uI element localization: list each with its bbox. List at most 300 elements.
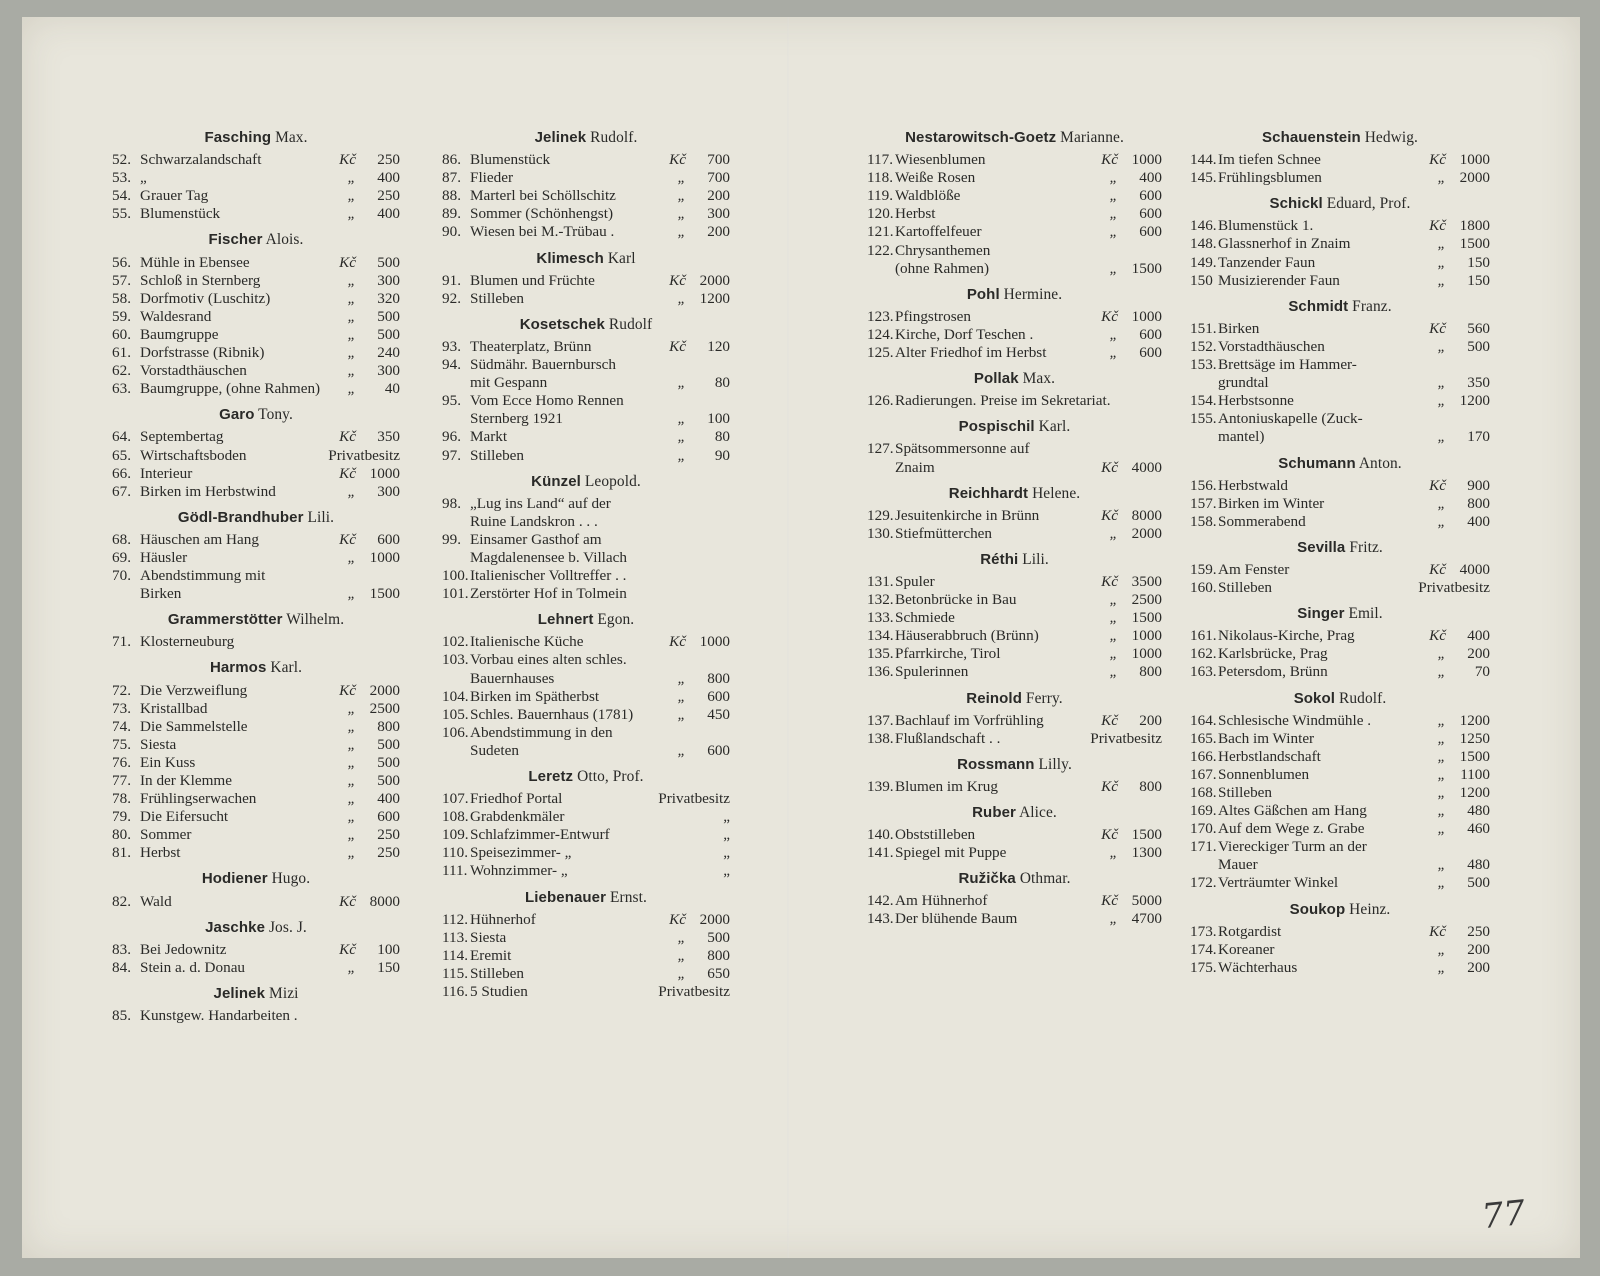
currency-mark: „ xyxy=(1109,844,1118,862)
catalog-entry xyxy=(112,308,400,326)
entry-price: 300 xyxy=(377,482,400,500)
entry-price: 500 xyxy=(377,307,400,325)
currency-mark: „ xyxy=(1437,169,1446,187)
entry-title: Einsamer Gasthof am xyxy=(470,530,602,548)
entry-price: 8000 xyxy=(1131,506,1162,524)
entry-title: Karlsbrücke, Prag xyxy=(1218,645,1328,663)
currency-mark: „ xyxy=(347,844,356,862)
entry-number: 123. xyxy=(867,307,894,325)
entry-price: 1100 xyxy=(1460,765,1490,783)
catalog-entry xyxy=(112,808,400,826)
currency-mark: Kč xyxy=(1429,476,1446,494)
entry-number: 155. xyxy=(1190,410,1217,428)
currency-mark: „ xyxy=(1437,374,1446,392)
artist-section xyxy=(112,129,400,223)
catalog-entry xyxy=(1190,766,1490,784)
entry-title: Stilleben xyxy=(1218,579,1272,597)
currency-mark: „ xyxy=(347,753,356,771)
entry-title: Sonnenblumen xyxy=(1218,765,1310,783)
entry-price: 600 xyxy=(707,741,730,759)
artist-first-name: Lilly. xyxy=(1038,755,1072,773)
entry-title: Blumenstück 1. xyxy=(1218,217,1314,235)
entry-title: Theaterplatz, Brünn xyxy=(470,337,592,355)
entry-title: Bei Jedownitz xyxy=(140,940,227,958)
entry-number: 71. xyxy=(112,633,131,651)
artist-surname: Klimesch xyxy=(536,249,604,267)
artist-section xyxy=(1190,690,1490,893)
entry-price: Privatbesitz xyxy=(1090,729,1162,747)
artist-surname: Schumann xyxy=(1278,454,1356,472)
artist-surname: Rossmann xyxy=(957,755,1035,773)
entry-number: 142. xyxy=(867,892,894,910)
artist-heading xyxy=(442,768,730,786)
artist-heading xyxy=(1190,690,1490,708)
artist-first-name: Alice. xyxy=(1019,804,1057,821)
currency-mark: „ xyxy=(677,741,686,759)
entry-number: 127. xyxy=(867,440,894,458)
entry-price: 1000 xyxy=(1131,627,1162,645)
entry-price: 4000 xyxy=(1131,458,1162,476)
artist-section xyxy=(867,756,1162,796)
entry-title: Sommer (Schönhengst) xyxy=(470,205,613,223)
artist-section xyxy=(112,870,400,910)
entry-price: 500 xyxy=(377,772,400,789)
artist-surname: Schauenstein xyxy=(1262,129,1361,146)
artist-heading xyxy=(867,551,1162,569)
entry-number: 96. xyxy=(442,428,461,446)
currency-mark: „ xyxy=(347,790,356,808)
artist-first-name: Ferry. xyxy=(1025,689,1063,707)
catalog-entry xyxy=(442,585,730,603)
catalog-entry xyxy=(112,682,400,700)
entry-title: Spiegel mit Puppe xyxy=(895,844,1007,862)
currency-mark: „ xyxy=(1437,337,1446,355)
entry-number: 67. xyxy=(112,482,131,500)
artist-first-name: Hedwig. xyxy=(1364,129,1418,146)
entry-title: Wald xyxy=(140,892,172,910)
currency-mark: „ xyxy=(347,826,356,844)
currency-mark: „ xyxy=(1109,663,1118,681)
catalog-entry xyxy=(867,844,1162,862)
currency-mark: „ xyxy=(1109,627,1118,645)
currency-mark: „ xyxy=(1437,663,1446,681)
entry-price: 1300 xyxy=(1131,844,1162,862)
artist-surname: Pollak xyxy=(973,370,1019,388)
currency-mark: „ xyxy=(1437,874,1446,892)
catalog-entry xyxy=(442,706,730,724)
entry-price: 2000 xyxy=(1459,169,1490,187)
artist-section xyxy=(112,919,400,977)
currency-mark: „ xyxy=(1437,784,1446,801)
entry-title: Wirtschaftsboden xyxy=(140,446,247,464)
entry-price: 650 xyxy=(707,964,730,982)
catalog-entry xyxy=(112,272,400,290)
entry-price: 250 xyxy=(377,826,400,844)
entry-price: 100 xyxy=(707,410,730,428)
entry-price: 1200 xyxy=(1459,392,1490,410)
entry-price: 250 xyxy=(1467,922,1490,940)
entry-title: Siesta xyxy=(140,735,177,753)
catalog-entry xyxy=(867,663,1162,681)
entry-price: 600 xyxy=(1139,325,1162,343)
catalog-entry-continuation xyxy=(442,374,730,392)
entry-number: 154. xyxy=(1190,392,1217,410)
entry-price: 600 xyxy=(1139,187,1162,205)
artist-section xyxy=(112,231,400,398)
artist-heading xyxy=(867,804,1162,822)
entry-title: Dorfmotiv (Luschitz) xyxy=(140,289,271,307)
entry-title: Frühlingserwachen xyxy=(140,790,257,808)
catalog-entry xyxy=(867,712,1162,730)
catalog-entry xyxy=(112,567,400,585)
catalog-entry xyxy=(112,326,400,344)
entry-title: Wohnzimmer- „ xyxy=(470,862,568,880)
entry-price: 1000 xyxy=(699,633,730,651)
entry-title: Flieder xyxy=(470,169,514,187)
entry-title: Klosterneuburg xyxy=(140,633,235,651)
entry-price: 500 xyxy=(1467,337,1490,355)
entry-title: 5 Studien xyxy=(470,983,528,1001)
artist-surname: Fischer xyxy=(208,231,263,249)
entry-title: Stilleben xyxy=(1218,784,1272,801)
catalog-entry xyxy=(112,1007,400,1025)
catalog-column-1 xyxy=(112,125,400,1033)
catalog-entry xyxy=(867,892,1162,910)
entry-number: 74. xyxy=(112,717,131,735)
artist-heading xyxy=(442,473,730,491)
entry-title: Am Fenster xyxy=(1218,560,1290,578)
entry-price: 800 xyxy=(377,717,400,735)
entry-number: 133. xyxy=(867,609,894,627)
entry-price: 350 xyxy=(1467,374,1490,392)
entry-price: 2500 xyxy=(1131,591,1162,609)
artist-heading xyxy=(442,250,730,268)
entry-number: 95. xyxy=(442,392,461,410)
currency-mark: „ xyxy=(1437,802,1446,820)
entry-number: 152. xyxy=(1190,337,1217,355)
catalog-entry xyxy=(1190,645,1490,663)
artist-section xyxy=(867,418,1162,476)
entry-number: 116. xyxy=(442,983,469,1001)
entry-number: 126. xyxy=(867,392,894,410)
entry-price: 600 xyxy=(377,808,400,826)
catalog-entry xyxy=(1190,712,1490,730)
entry-title: Antoniuskapelle (Zuck- xyxy=(1218,410,1363,428)
entry-title: Birken im Herbstwind xyxy=(140,482,276,500)
catalog-entry xyxy=(112,633,400,651)
entry-price: 450 xyxy=(707,705,730,723)
entry-price: 500 xyxy=(1467,874,1490,892)
entry-number: 113. xyxy=(442,928,469,946)
artist-heading xyxy=(442,611,730,629)
artist-surname: Liebenauer xyxy=(525,888,607,906)
artist-section xyxy=(867,690,1162,748)
entry-price: 900 xyxy=(1467,476,1490,494)
artist-section xyxy=(867,804,1162,862)
catalog-entry xyxy=(867,326,1162,344)
entry-number: 120. xyxy=(867,205,894,223)
entry-title: Alter Friedhof im Herbst xyxy=(895,344,1047,362)
entry-title: Waldesrand xyxy=(140,307,212,325)
artist-heading xyxy=(867,756,1162,774)
artist-first-name: Heinz. xyxy=(1349,900,1391,918)
artist-surname: Sevilla xyxy=(1297,538,1346,556)
artist-section xyxy=(867,129,1162,278)
entry-title: Bach im Winter xyxy=(1218,729,1315,747)
entry-title: Tanzender Faun xyxy=(1218,253,1316,271)
entry-price: 320 xyxy=(377,289,400,307)
catalog-entry xyxy=(1190,356,1490,374)
entry-price: 600 xyxy=(377,530,400,548)
catalog-entry xyxy=(1190,235,1490,253)
entry-title: Verträumter Winkel xyxy=(1218,874,1339,892)
entry-number: 139. xyxy=(867,777,894,795)
catalog-entry xyxy=(442,356,730,374)
currency-mark: Kč xyxy=(1101,572,1118,590)
entry-title: Obststilleben xyxy=(895,826,976,844)
currency-mark: „ xyxy=(1109,259,1118,277)
artist-first-name: Rudolf. xyxy=(590,129,638,146)
currency-mark: Kč xyxy=(1101,151,1118,169)
entry-title: Nikolaus-Kirche, Prag xyxy=(1218,627,1355,645)
currency-mark: „ xyxy=(347,187,356,205)
artist-section xyxy=(1190,298,1490,447)
artist-heading xyxy=(867,690,1162,708)
currency-mark: „ xyxy=(1437,271,1446,289)
entry-title: Blumen und Früchte xyxy=(470,271,595,289)
entry-number: 124. xyxy=(867,325,894,343)
entry-number: 174. xyxy=(1190,940,1217,958)
entry-number: 53. xyxy=(112,169,131,187)
entry-title: Wächterhaus xyxy=(1218,958,1298,976)
catalog-entry xyxy=(1190,561,1490,579)
currency-mark: „ xyxy=(347,169,356,187)
entry-number: 115. xyxy=(442,964,469,982)
catalog-entry xyxy=(112,205,400,223)
entry-number: 68. xyxy=(112,530,131,548)
entry-title: Schmiede xyxy=(895,609,955,627)
entry-number: 162. xyxy=(1190,645,1217,663)
artist-heading xyxy=(1190,605,1490,623)
catalog-entry xyxy=(1190,820,1490,838)
entry-title: Schlesische Windmühle . xyxy=(1218,711,1372,729)
catalog-entry xyxy=(112,169,400,187)
artist-heading xyxy=(112,659,400,677)
currency-mark: „ xyxy=(677,410,686,428)
entry-number: 164. xyxy=(1190,711,1217,729)
currency-mark: Kč xyxy=(669,910,686,928)
entry-number: 144. xyxy=(1190,151,1217,169)
artist-first-name: Othmar. xyxy=(1019,870,1071,888)
catalog-entry xyxy=(867,223,1162,241)
currency-mark: „ xyxy=(1437,645,1446,663)
currency-mark: „ xyxy=(347,958,356,976)
entry-title: Spuler xyxy=(895,572,935,590)
artist-surname: Jaschke xyxy=(205,918,266,936)
artist-heading xyxy=(112,870,400,888)
catalog-entry xyxy=(1190,320,1490,338)
entry-title: Stilleben xyxy=(470,446,524,464)
currency-mark: „ xyxy=(347,585,356,603)
catalog-entry xyxy=(112,700,400,718)
entry-number: 141. xyxy=(867,844,894,862)
entry-number: 135. xyxy=(867,645,894,663)
currency-mark: „ xyxy=(347,548,356,566)
entry-number: 146. xyxy=(1190,217,1217,235)
entry-price: 100 xyxy=(377,940,400,958)
catalog-entry xyxy=(112,290,400,308)
entry-title-continued: Bauernhauses xyxy=(470,669,555,687)
entry-price: 240 xyxy=(377,344,400,362)
entry-number: 136. xyxy=(867,663,894,681)
catalog-entry xyxy=(867,525,1162,543)
entry-number: 63. xyxy=(112,380,131,398)
catalog-entry xyxy=(1190,959,1490,977)
entry-title: Radierungen. Preise im Sekretariat. xyxy=(895,392,1111,410)
artist-surname: Soukop xyxy=(1289,900,1346,918)
entry-price: Privatbesitz xyxy=(658,983,730,1001)
entry-number: 102. xyxy=(442,633,469,651)
currency-mark: „ xyxy=(1109,645,1118,663)
entry-title: Italienische Küche xyxy=(470,633,584,651)
entry-title: Schles. Bauernhaus (1781) xyxy=(470,705,634,723)
entry-price: 1800 xyxy=(1459,217,1490,235)
currency-mark: „ xyxy=(677,669,686,687)
catalog-entry xyxy=(867,242,1162,260)
artist-heading xyxy=(1190,539,1490,557)
entry-number: 56. xyxy=(112,253,131,271)
artist-first-name: Lili. xyxy=(1022,550,1049,568)
artist-section xyxy=(112,659,400,862)
artist-surname: Jelinek xyxy=(213,984,266,1002)
currency-mark: „ xyxy=(677,187,686,205)
entry-number: 161. xyxy=(1190,627,1217,645)
catalog-entry xyxy=(1190,941,1490,959)
currency-mark: Kč xyxy=(1101,826,1118,844)
currency-mark: Kč xyxy=(1429,217,1446,235)
catalog-entry xyxy=(112,844,400,862)
entry-title: Stilleben xyxy=(470,289,524,307)
entry-number: 104. xyxy=(442,687,469,705)
entry-price: 70 xyxy=(1474,663,1490,681)
entry-price: 800 xyxy=(1467,494,1490,512)
currency-mark: „ xyxy=(677,169,686,187)
entry-number: 57. xyxy=(112,271,131,289)
entry-number: 94. xyxy=(442,356,461,374)
currency-mark: Kč xyxy=(1429,319,1446,337)
catalog-entry xyxy=(112,531,400,549)
entry-number: 173. xyxy=(1190,922,1217,940)
entry-number: 137. xyxy=(867,711,894,729)
entry-price: 1250 xyxy=(1459,729,1490,747)
catalog-entry xyxy=(112,344,400,362)
catalog-entry xyxy=(442,447,730,465)
entry-price: 600 xyxy=(1139,205,1162,223)
entry-price: 800 xyxy=(707,946,730,964)
currency-mark: „ xyxy=(677,289,686,307)
entry-title: Vorstadthäuschen xyxy=(140,362,247,380)
artist-section xyxy=(112,611,400,651)
entry-number: 60. xyxy=(112,325,131,343)
artist-first-name: Otto, Prof. xyxy=(577,768,644,785)
catalog-entry xyxy=(1190,838,1490,856)
entry-price: 5000 xyxy=(1131,892,1162,910)
entry-number: 66. xyxy=(112,464,131,482)
currency-mark: „ xyxy=(1109,609,1118,627)
entry-title: Kartoffelfeuer xyxy=(895,223,982,241)
entry-number: 151. xyxy=(1190,319,1217,337)
catalog-entry-continuation xyxy=(112,585,400,603)
artist-section xyxy=(1190,195,1490,289)
artist-section xyxy=(442,129,730,242)
catalog-entry xyxy=(867,609,1162,627)
catalog-entry xyxy=(1190,663,1490,681)
entry-number: 159. xyxy=(1190,560,1217,578)
entry-title: Septembertag xyxy=(140,428,224,446)
entry-title: Die Sammelstelle xyxy=(140,717,248,735)
currency-mark: „ xyxy=(1437,940,1446,958)
currency-mark: „ xyxy=(677,687,686,705)
entry-number: 77. xyxy=(112,772,131,789)
entry-title: Flußlandschaft . . xyxy=(895,729,1001,747)
entry-title: Blumenstück xyxy=(140,205,221,223)
entry-title-continued: Sternberg 1921 xyxy=(470,410,563,428)
artist-surname: Reinold xyxy=(966,689,1022,707)
entry-number: 118. xyxy=(867,169,894,187)
entry-price: 2000 xyxy=(1131,524,1162,542)
artist-heading xyxy=(112,985,400,1003)
entry-number: 55. xyxy=(112,205,131,223)
entry-price: 1500 xyxy=(1131,826,1162,844)
catalog-entry xyxy=(1190,254,1490,272)
entry-title: Zerstörter Hof in Tolmein xyxy=(470,585,627,603)
entry-number: 150 xyxy=(1190,271,1213,289)
entry-price: „ xyxy=(723,826,730,844)
catalog-entry xyxy=(1190,410,1490,428)
catalog-entry-continuation xyxy=(1190,374,1490,392)
entry-title: Abendstimmung in den xyxy=(470,723,613,741)
catalog-entry xyxy=(442,187,730,205)
artist-section xyxy=(1190,901,1490,977)
artist-section xyxy=(112,509,400,603)
currency-mark: „ xyxy=(1437,856,1446,874)
artist-section xyxy=(867,286,1162,362)
entry-price: 200 xyxy=(1467,940,1490,958)
entry-number: 167. xyxy=(1190,765,1217,783)
entry-price: 1200 xyxy=(1459,784,1490,801)
entry-number: 72. xyxy=(112,681,131,699)
entry-number: 82. xyxy=(112,892,131,910)
catalog-entry-continuation xyxy=(442,410,730,428)
currency-mark: Kč xyxy=(669,271,686,289)
entry-number: 134. xyxy=(867,627,894,645)
entry-title: Herbst xyxy=(895,205,936,223)
artist-surname: Harmos xyxy=(209,659,267,677)
currency-mark: „ xyxy=(347,735,356,753)
artist-first-name: Hermine. xyxy=(1003,285,1063,303)
catalog-entry xyxy=(867,344,1162,362)
currency-mark: „ xyxy=(677,964,686,982)
entry-price: 1000 xyxy=(1131,151,1162,169)
entry-title: Herbstsonne xyxy=(1218,392,1294,410)
catalog-entry xyxy=(442,947,730,965)
entry-title: Herbstwald xyxy=(1218,476,1289,494)
catalog-entry xyxy=(442,338,730,356)
currency-mark: Kč xyxy=(339,151,356,169)
catalog-entry-continuation xyxy=(1190,428,1490,446)
entry-title: Baumgruppe, (ohne Rahmen) xyxy=(140,380,321,398)
artist-surname: Nestarowitsch-Goetz xyxy=(905,129,1057,146)
